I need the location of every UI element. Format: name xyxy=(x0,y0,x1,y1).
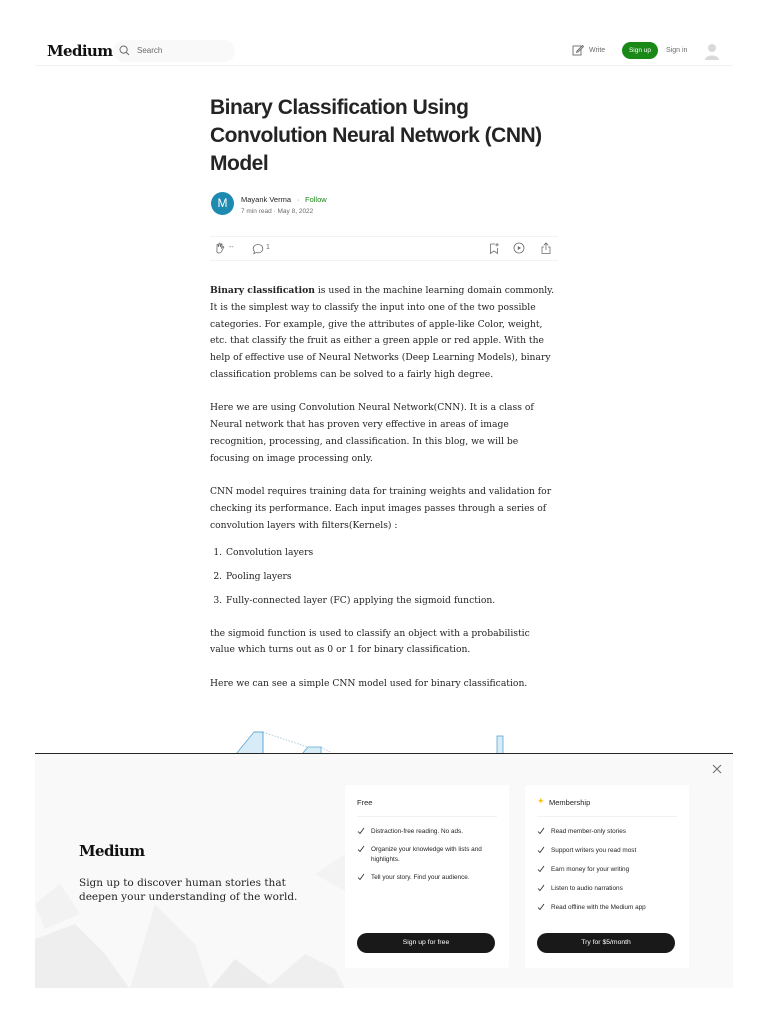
check-icon xyxy=(537,865,545,873)
feature-text: Distraction-free reading. No ads. xyxy=(371,828,463,835)
paragraph xyxy=(210,283,556,384)
publish-date: May 8, 2022 xyxy=(277,208,314,215)
search-icon xyxy=(119,45,130,56)
listen-icon[interactable] xyxy=(513,242,525,254)
meta-separator: · xyxy=(273,208,276,215)
feature-item xyxy=(357,845,499,864)
overlay-logo: Medium xyxy=(79,842,145,860)
follow-link[interactable]: Follow xyxy=(305,195,327,204)
feature-text: Earn money for your writing xyxy=(551,866,630,873)
feature-item xyxy=(357,873,499,883)
feature-text: Read offline with the Medium app xyxy=(551,904,646,911)
list-item: 3. Fully-connected layer (FC) applying the sigmoid function. xyxy=(225,593,556,610)
layer-list xyxy=(225,545,556,609)
response-count: 1 xyxy=(266,244,270,251)
article-body xyxy=(210,283,556,709)
try-membership-button[interactable]: Try for $5/month xyxy=(537,933,675,953)
article-meta xyxy=(241,208,313,215)
read-time: 7 min read xyxy=(241,208,272,215)
bold-term: Binary classification xyxy=(210,285,315,296)
feature-item xyxy=(357,827,499,837)
signup-button[interactable]: Sign up xyxy=(622,42,658,59)
signin-link[interactable]: Sign in xyxy=(666,47,688,54)
user-avatar-icon[interactable] xyxy=(704,42,720,60)
paragraph: Here we can see a simple CNN model used for binary classification. xyxy=(210,677,528,689)
check-icon xyxy=(537,827,545,835)
response-icon[interactable] xyxy=(252,243,264,255)
paragraph: the sigmoid function is used to classify an object with a probabilistic value which turns out as 0 or 1 for binary classification. xyxy=(210,627,530,656)
free-plan-heading: Free xyxy=(357,798,373,807)
star-icon: ✦ xyxy=(537,796,545,806)
feature-text: Support writers you read most xyxy=(551,847,637,854)
feature-text: Organize your knowledge with lists and highlights. xyxy=(371,846,482,863)
write-icon[interactable] xyxy=(572,44,584,56)
check-icon xyxy=(357,827,365,835)
check-icon xyxy=(537,903,545,911)
article-actions-bar xyxy=(210,236,558,261)
share-icon[interactable] xyxy=(540,242,552,255)
signup-overlay xyxy=(35,753,733,988)
paragraph-text: is used in the machine learning domain commonly. It is the simplest way to classify the input into one of the two possible categories. For example, give the attributes of apple-like Color, weight, etc. that classify the fruit as either a green apple or red apple. With the help of effective use of Neural Networks (Deep Learning Models), binary classification problems can be solved to a fairly high degree. xyxy=(210,285,555,380)
top-nav xyxy=(35,36,733,66)
bookmark-add-icon[interactable] xyxy=(488,242,500,255)
signup-free-button[interactable]: Sign up for free xyxy=(357,933,495,953)
check-icon xyxy=(537,846,545,854)
membership-plan-heading: Membership xyxy=(549,798,591,807)
clap-count: -- xyxy=(229,244,234,251)
byline-separator: · xyxy=(297,195,300,204)
free-plan-card xyxy=(345,785,509,968)
author-name[interactable]: Mayank Verma xyxy=(241,195,292,204)
feature-text: Listen to audio narrations xyxy=(551,885,623,892)
feature-item xyxy=(537,903,679,913)
check-icon xyxy=(357,873,365,881)
check-icon xyxy=(537,884,545,892)
search-input[interactable]: Search xyxy=(137,46,163,55)
write-link[interactable]: Write xyxy=(589,47,606,54)
membership-plan-card xyxy=(525,785,689,968)
author-avatar[interactable]: M xyxy=(211,192,234,215)
close-icon[interactable] xyxy=(712,764,722,774)
medium-logo[interactable]: Medium xyxy=(47,42,113,60)
list-item: 1. Convolution layers xyxy=(225,545,556,562)
cnn-diagram-image xyxy=(230,728,530,754)
search-bar[interactable] xyxy=(113,40,235,62)
feature-text: Tell your story. Find your audience. xyxy=(371,874,470,881)
paragraph: CNN model requires training data for training weights and validation for checking its performance. Each input images passes through a series of convolution layers with filters(Kernels) : xyxy=(210,486,552,531)
article-title: Binary Classification Using Convolution Neural Network (CNN) Model xyxy=(210,96,542,175)
feature-text: Read member-only stories xyxy=(551,828,626,835)
overlay-tagline: Sign up to discover human stories that deepen your understanding of the world. xyxy=(79,877,298,903)
clap-icon[interactable] xyxy=(214,242,226,255)
feature-item xyxy=(537,846,679,856)
divider xyxy=(537,816,677,817)
paragraph: Here we are using Convolution Neural Network(CNN). It is a class of Neural network that has proven very effective in areas of image recognition, processing, and classification. In this blog, we will be focusing on image processing only. xyxy=(210,402,534,464)
divider xyxy=(357,816,497,817)
feature-item xyxy=(537,827,679,837)
feature-item xyxy=(537,884,679,894)
list-item: 2. Pooling layers xyxy=(225,569,556,586)
feature-item xyxy=(537,865,679,875)
check-icon xyxy=(357,845,365,853)
